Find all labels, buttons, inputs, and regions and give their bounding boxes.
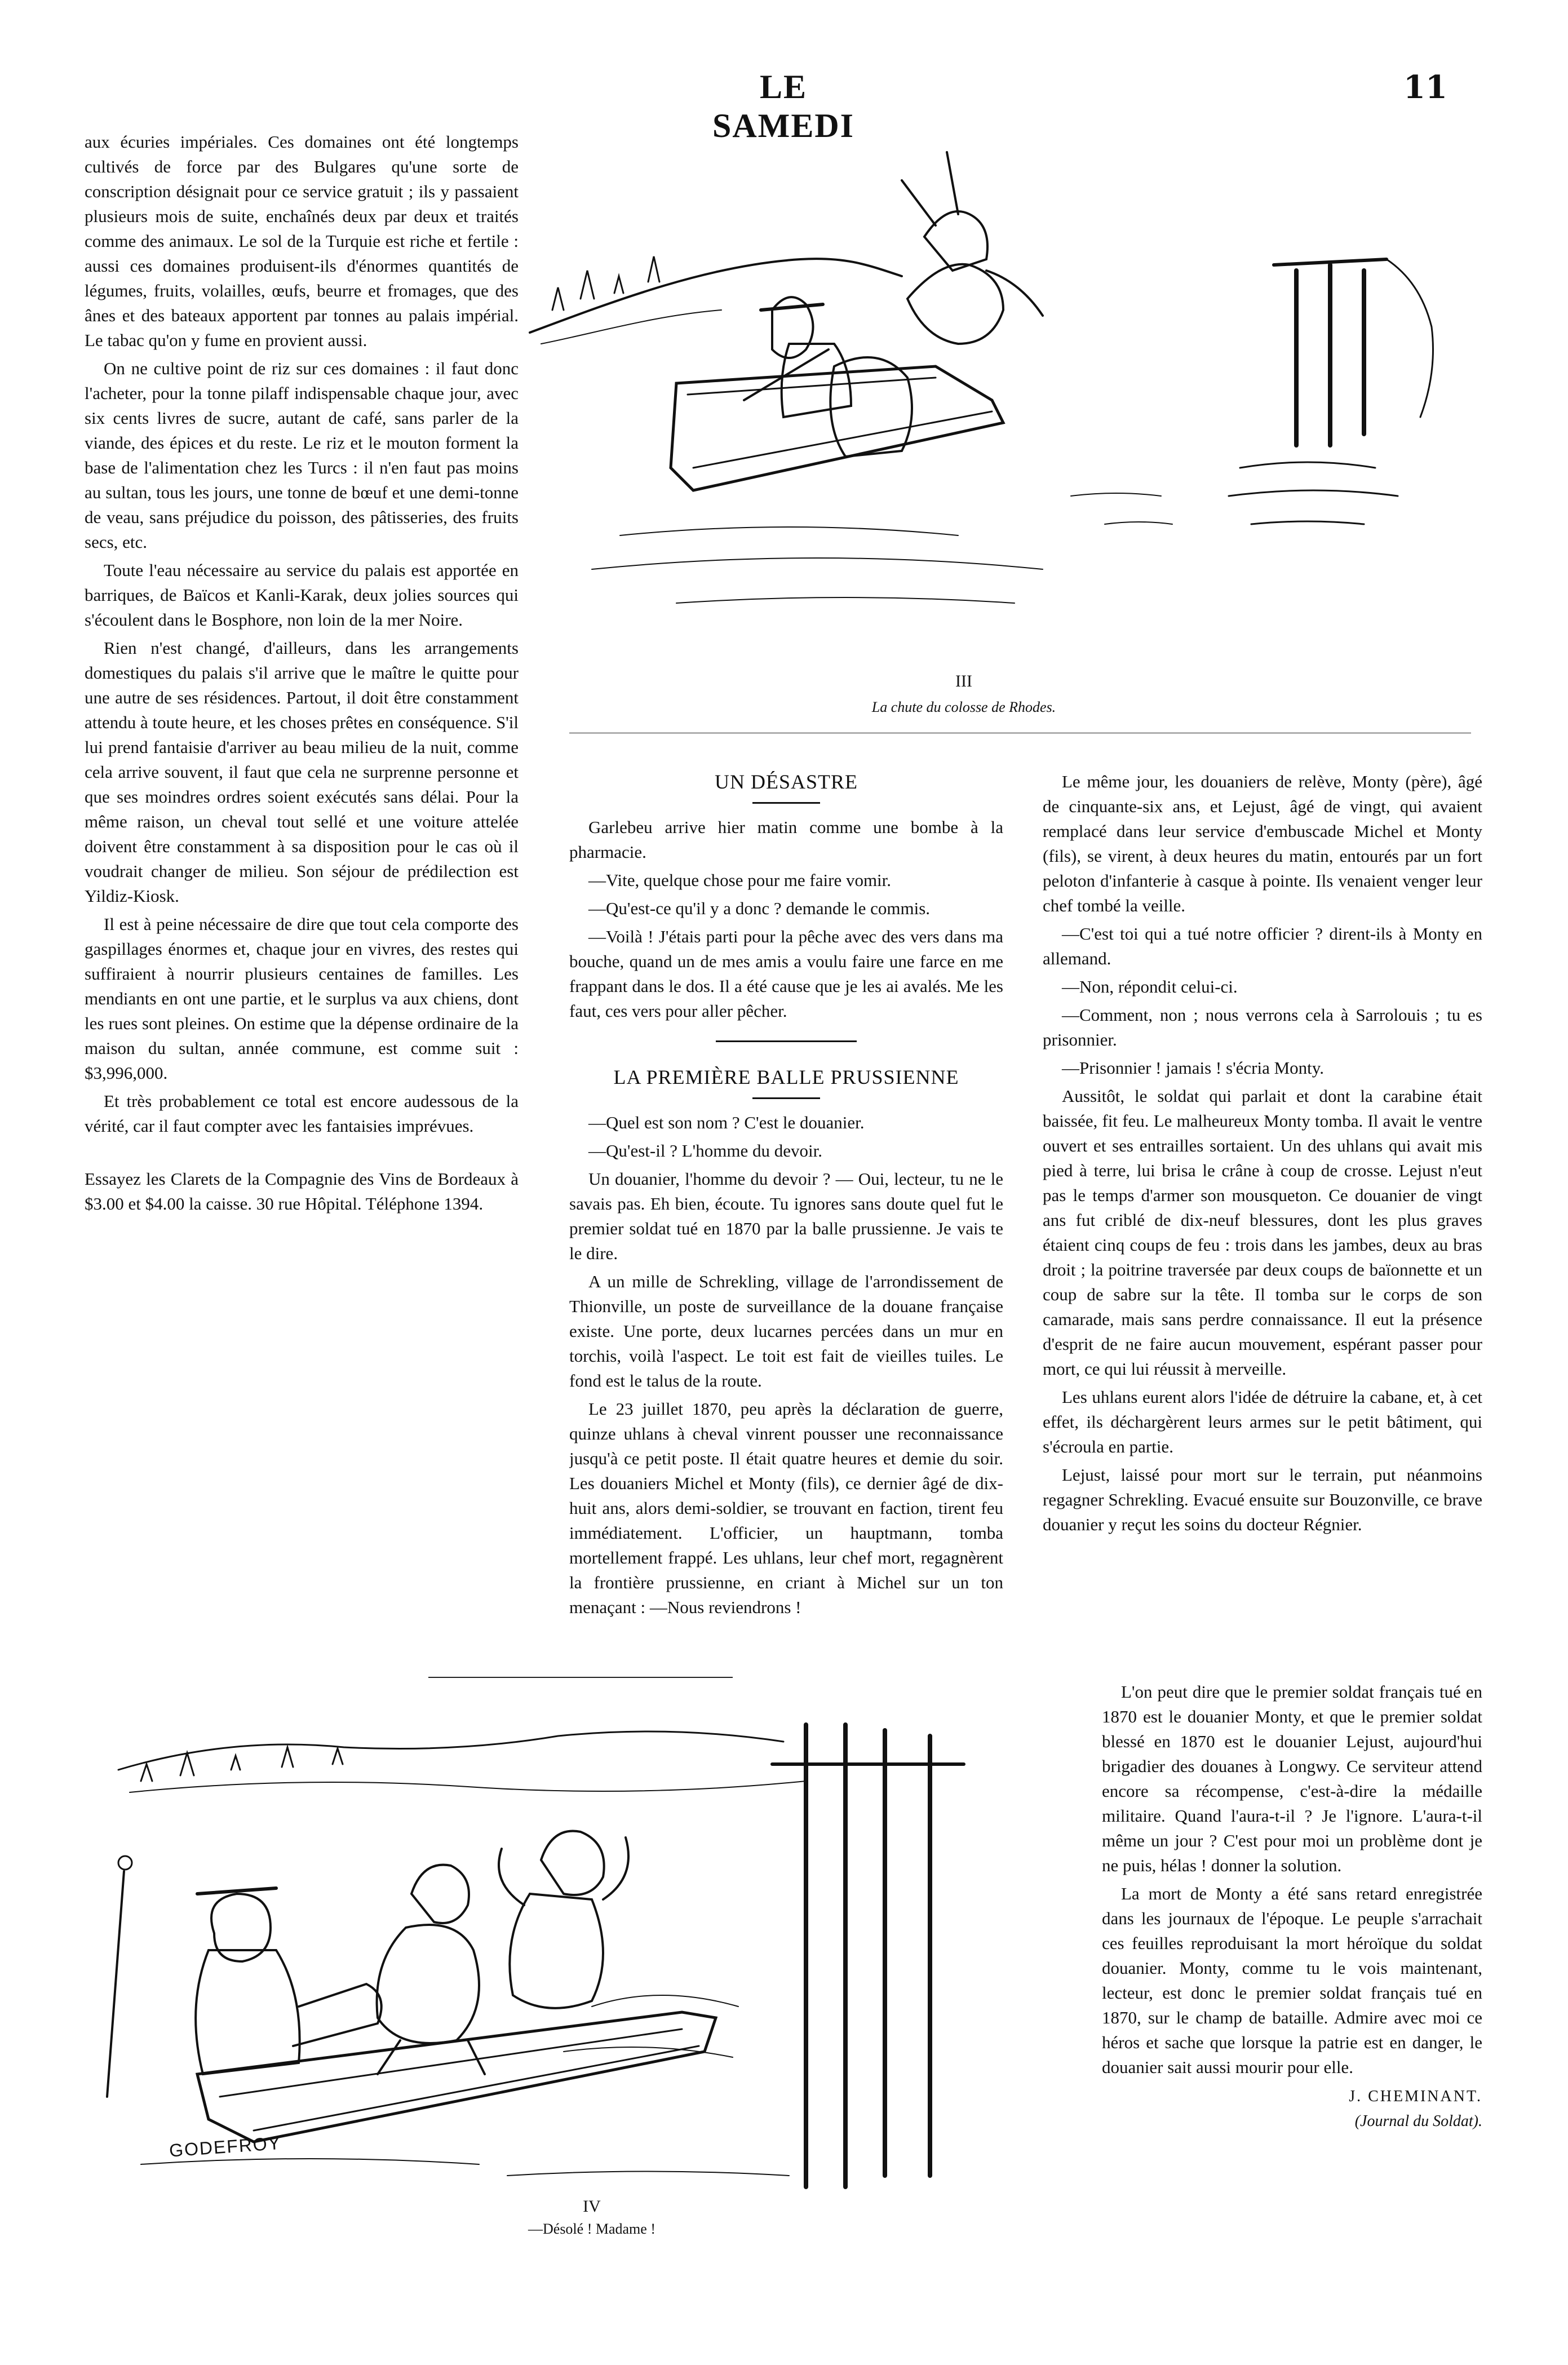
paragraph: —Voilà ! J'étais parti pour la pêche avec des vers dans ma bouche, quand un de mes amis a voulu faire une farce en me frappant dans le dos. Il a été cause que je les ai avalés. Me les faut, ces vers pour aller pêcher. [569, 927, 1003, 1021]
column-right-lower [1102, 1680, 1482, 2221]
article-title-desastre: UN DÉSASTRE [714, 770, 858, 793]
rowing-boat-fall-drawing [507, 130, 1465, 637]
paragraph: Aussitôt, le soldat qui parlait et dont la carabine était baissée, fit feu. Le malheureux Monty tomba. Il avait le ventre ouvert et ses entrailles sortaient. Un des uhlans qui avait mis pied à terre, lui brisa le crâne à coup de crosse. Lejust n'eut pas le temps d'armer son mousqueton. Ce douanier de vingt ans fut criblé de dix-neuf blessures, dont les plus graves étaient cinq coups de feu : trois dans les jambes, deux au bras droit ; la poitrine traversée par deux coups de baïonnette et un coup de sabre sur la tête. Il tomba sur le corps de son camarade, mais sans perdre connaissance. Il eut la présence d'esprit de ne faire aucun mouvement, espérant passer pour mort, ce qui lui réussit à merveille. [1043, 1086, 1482, 1379]
paragraph: Les uhlans eurent alors l'idée de détruire la cabane, et, à cet effet, ils déchargèrent leurs armes sur le petit bâtiment, qui s'écroula en partie. [1043, 1387, 1482, 1456]
paragraph: —Qu'est-il ? L'homme du devoir. [588, 1141, 822, 1161]
artist-signature: GODEFROY [168, 2132, 282, 2161]
paragraph: —Vite, quelque chose pour me faire vomir. [588, 870, 892, 890]
paragraph: —Prisonnier ! jamais ! s'écria Monty. [1062, 1058, 1325, 1078]
column-middle [569, 769, 1003, 1671]
advert-text: Essayez les Clarets de la Compagnie des Vins de Bordeaux à $3.00 et $4.00 la caisse. 30 rue Hôpital. Téléphone 1394. [85, 1169, 519, 1213]
paragraph: Toute l'eau nécessaire au service du palais est apportée en barriques, de Baïcos et Kanli-Karak, deux jolies sources qui s'écoulent dans le Bosphore, non loin de la mer Noire. [85, 560, 519, 630]
rowboat-couple-drawing [85, 1691, 1088, 2193]
paragraph: Garlebeu arrive hier matin comme une bombe à la pharmacie. [569, 817, 1003, 862]
advertisement [85, 1167, 519, 1216]
article-title-premiere-balle: LA PREMIÈRE BALLE PRUSSIENNE [613, 1066, 959, 1088]
paragraph: A un mille de Schrekling, village de l'arrondissement de Thionville, un poste de surveillance de la douane française existe. Une porte, deux lucarnes percées dans un mur en torchis, voilà l'aspect. Le toit est fait de vieilles tuiles. Le fond est le talus de la route. [569, 1272, 1003, 1390]
paragraph: Rien n'est changé, d'ailleurs, dans les arrangements domestiques du palais s'il arrive que le maître le quitte pour une autre de ses résidences. Partout, il doit être constamment attendu à toute heure, et les choses prêtes en conséquence. S'il lui prend fantaisie d'arriver au beau milieu de la nuit, comme cela arrive souvent, il faut que cela ne surprenne personne et que ses moindres ordres soient exécutés sans délai. Pour la même raison, un cheval tout sellé et une voiture attelée doivent être constamment à sa disposition pour le cas où il voudrait changer de milieu. Son séjour de prédilection est Yildiz-Kiosk. [85, 638, 519, 906]
title-rule [752, 802, 820, 804]
paragraph: Et très probablement ce total est encore audessous de la vérité, car il faut compter avec les fantaisies imprévues. [85, 1091, 519, 1136]
paragraph: On ne cultive point de riz sur ces domaines : il faut donc l'acheter, pour la tonne pilaff indispensable chaque jour, avec six cents livres de sucre, autant de café, sans parler de la viande, des épices et du reste. Le riz et le mouton forment la base de l'alimentation chez les Turcs : il n'en faut pas moins au sultan, tous les jours, une tonne de bœuf et une demi-tonne de veau, sans préjudice du poisson, des pâtisseries, des fruits secs, etc. [85, 358, 519, 552]
paragraph: Un douanier, l'homme du devoir ? — Oui, lecteur, tu ne le savais pas. Eh bien, écoute. Tu ignores sans doute quel fut le premier soldat tué en 1870 par la balle prussienne. Je vais te le dire. [569, 1169, 1003, 1263]
illustration-3 [507, 130, 1465, 637]
article-separator [716, 1040, 857, 1042]
paragraph: L'on peut dire que le premier soldat français tué en 1870 est le douanier Monty, et que le premier soldat blessé en 1870 est le douanier Lejust, aujourd'hui brigadier des douanes à Longwy. Ce serviteur attend encore sa récompense, c'est-à-dire la médaille militaire. Quand l'aura-t-il ? Je l'ignore. L'aura-t-il même un jour ? C'est pour moi un problème dont je ne puis, hélas ! donner la solution. [1102, 1682, 1482, 1875]
paragraph: La mort de Monty a été sans retard enregistrée dans les journaux de l'époque. Le peuple s'arrachait ces feuilles reproduisant la mort héroïque du soldat douanier. Monty, comme tu le vois maintenant, lecteur, est donc le premier soldat français tué en 1870, sur le champ de bataille. Admire avec moi ce héros et sache que lorsque la patrie est en danger, le douanier sait aussi mourir pour elle. [1102, 1884, 1482, 2077]
page-number: 11 [1403, 69, 1447, 106]
paragraph: —Quel est son nom ? C'est le douanier. [588, 1113, 865, 1132]
figure-4-caption: —Désolé ! Madame ! [528, 2221, 655, 2237]
paragraph: Le 23 juillet 1870, peu après la déclaration de guerre, quinze uhlans à cheval vinrent pousser une reconnaissance jusqu'à ce petit poste. Il était quatre heures et demie du soir. Les douaniers Michel et Monty (fils), ce dernier âgé de dix-huit ans, alors demi-soldier, se trouvant en faction, tirent feu immédiatement. L'officier, un hauptmann, tomba mortellement frappé. Les uhlans, leur chef mort, regagnèrent la frontière prussienne, en criant à Michel sur un ton menaçant : —Nous reviendrons ! [569, 1399, 1003, 1617]
paragraph: —Comment, non ; nous verrons cela à Sarrolouis ; tu es prisonnier. [1043, 1005, 1482, 1049]
figure-3-caption: La chute du colosse de Rhodes. [871, 699, 1056, 715]
paragraph: —C'est toi qui a tué notre officier ? dirent-ils à Monty en allemand. [1043, 924, 1482, 968]
section-rule [428, 1677, 733, 1678]
paragraph: —Qu'est-ce qu'il y a donc ? demande le commis. [588, 898, 931, 918]
paragraph: Lejust, laissé pour mort sur le terrain, put néanmoins regagner Schrekling. Evacué ensuite sur Bouzonville, ce brave douanier y reçut les soins du docteur Régnier. [1043, 1465, 1482, 1534]
running-title: LE SAMEDI [712, 68, 855, 144]
page-header [0, 68, 1568, 144]
column-left [85, 130, 519, 1663]
article-source: (Journal du Soldat). [1354, 2112, 1482, 2130]
paragraph: Le même jour, les douaniers de relève, Monty (père), âgé de cinquante-six ans, et Lejust, âgé de vingt, qui avaient remplacé dans leur service d'embuscade Michel et Monty (fils), se virent, à deux heures du matin, entourés par un fort peloton d'infanterie à casque à pointe. Ils venaient venger leur chef tombé la veille. [1043, 772, 1482, 915]
paragraph: aux écuries impériales. Ces domaines ont été longtemps cultivés de force par des Bulgares qu'une sorte de conscription désignait pour ce service gratuit ; ils y passaient plusieurs mois de suite, enchaînés deux par deux et traités comme des animaux. Le sol de la Turquie est riche et fertile : aussi ces domaines produisent-ils d'énormes quantités de légumes, fruits, volailles, œufs, beurre et fromages, que des ânes et des bateaux apportent par tonnes au palais impérial. Le tabac qu'on y fume en provient aussi. [85, 132, 519, 350]
illustration-4 [85, 1691, 1088, 2193]
paragraph: Il est à peine nécessaire de dire que tout cela comporte des gaspillages énormes et, chaque jour en vivres, des restes qui suffiraient à nourrir plusieurs centaines de familles. Les mendiants en ont une partie, et le surplus va aux chiens, dont les rues sont pleines. On estime que la dépense ordinaire de la maison du sultan, année commune, est comme suit : $3,996,000. [85, 914, 519, 1083]
figure-4-number: IV [583, 2197, 601, 2216]
title-rule [752, 1097, 820, 1099]
author-signature: J. CHEMINANT. [1349, 2088, 1482, 2105]
figure-3-number: III [955, 672, 972, 690]
paragraph: —Non, répondit celui-ci. [1062, 977, 1238, 997]
